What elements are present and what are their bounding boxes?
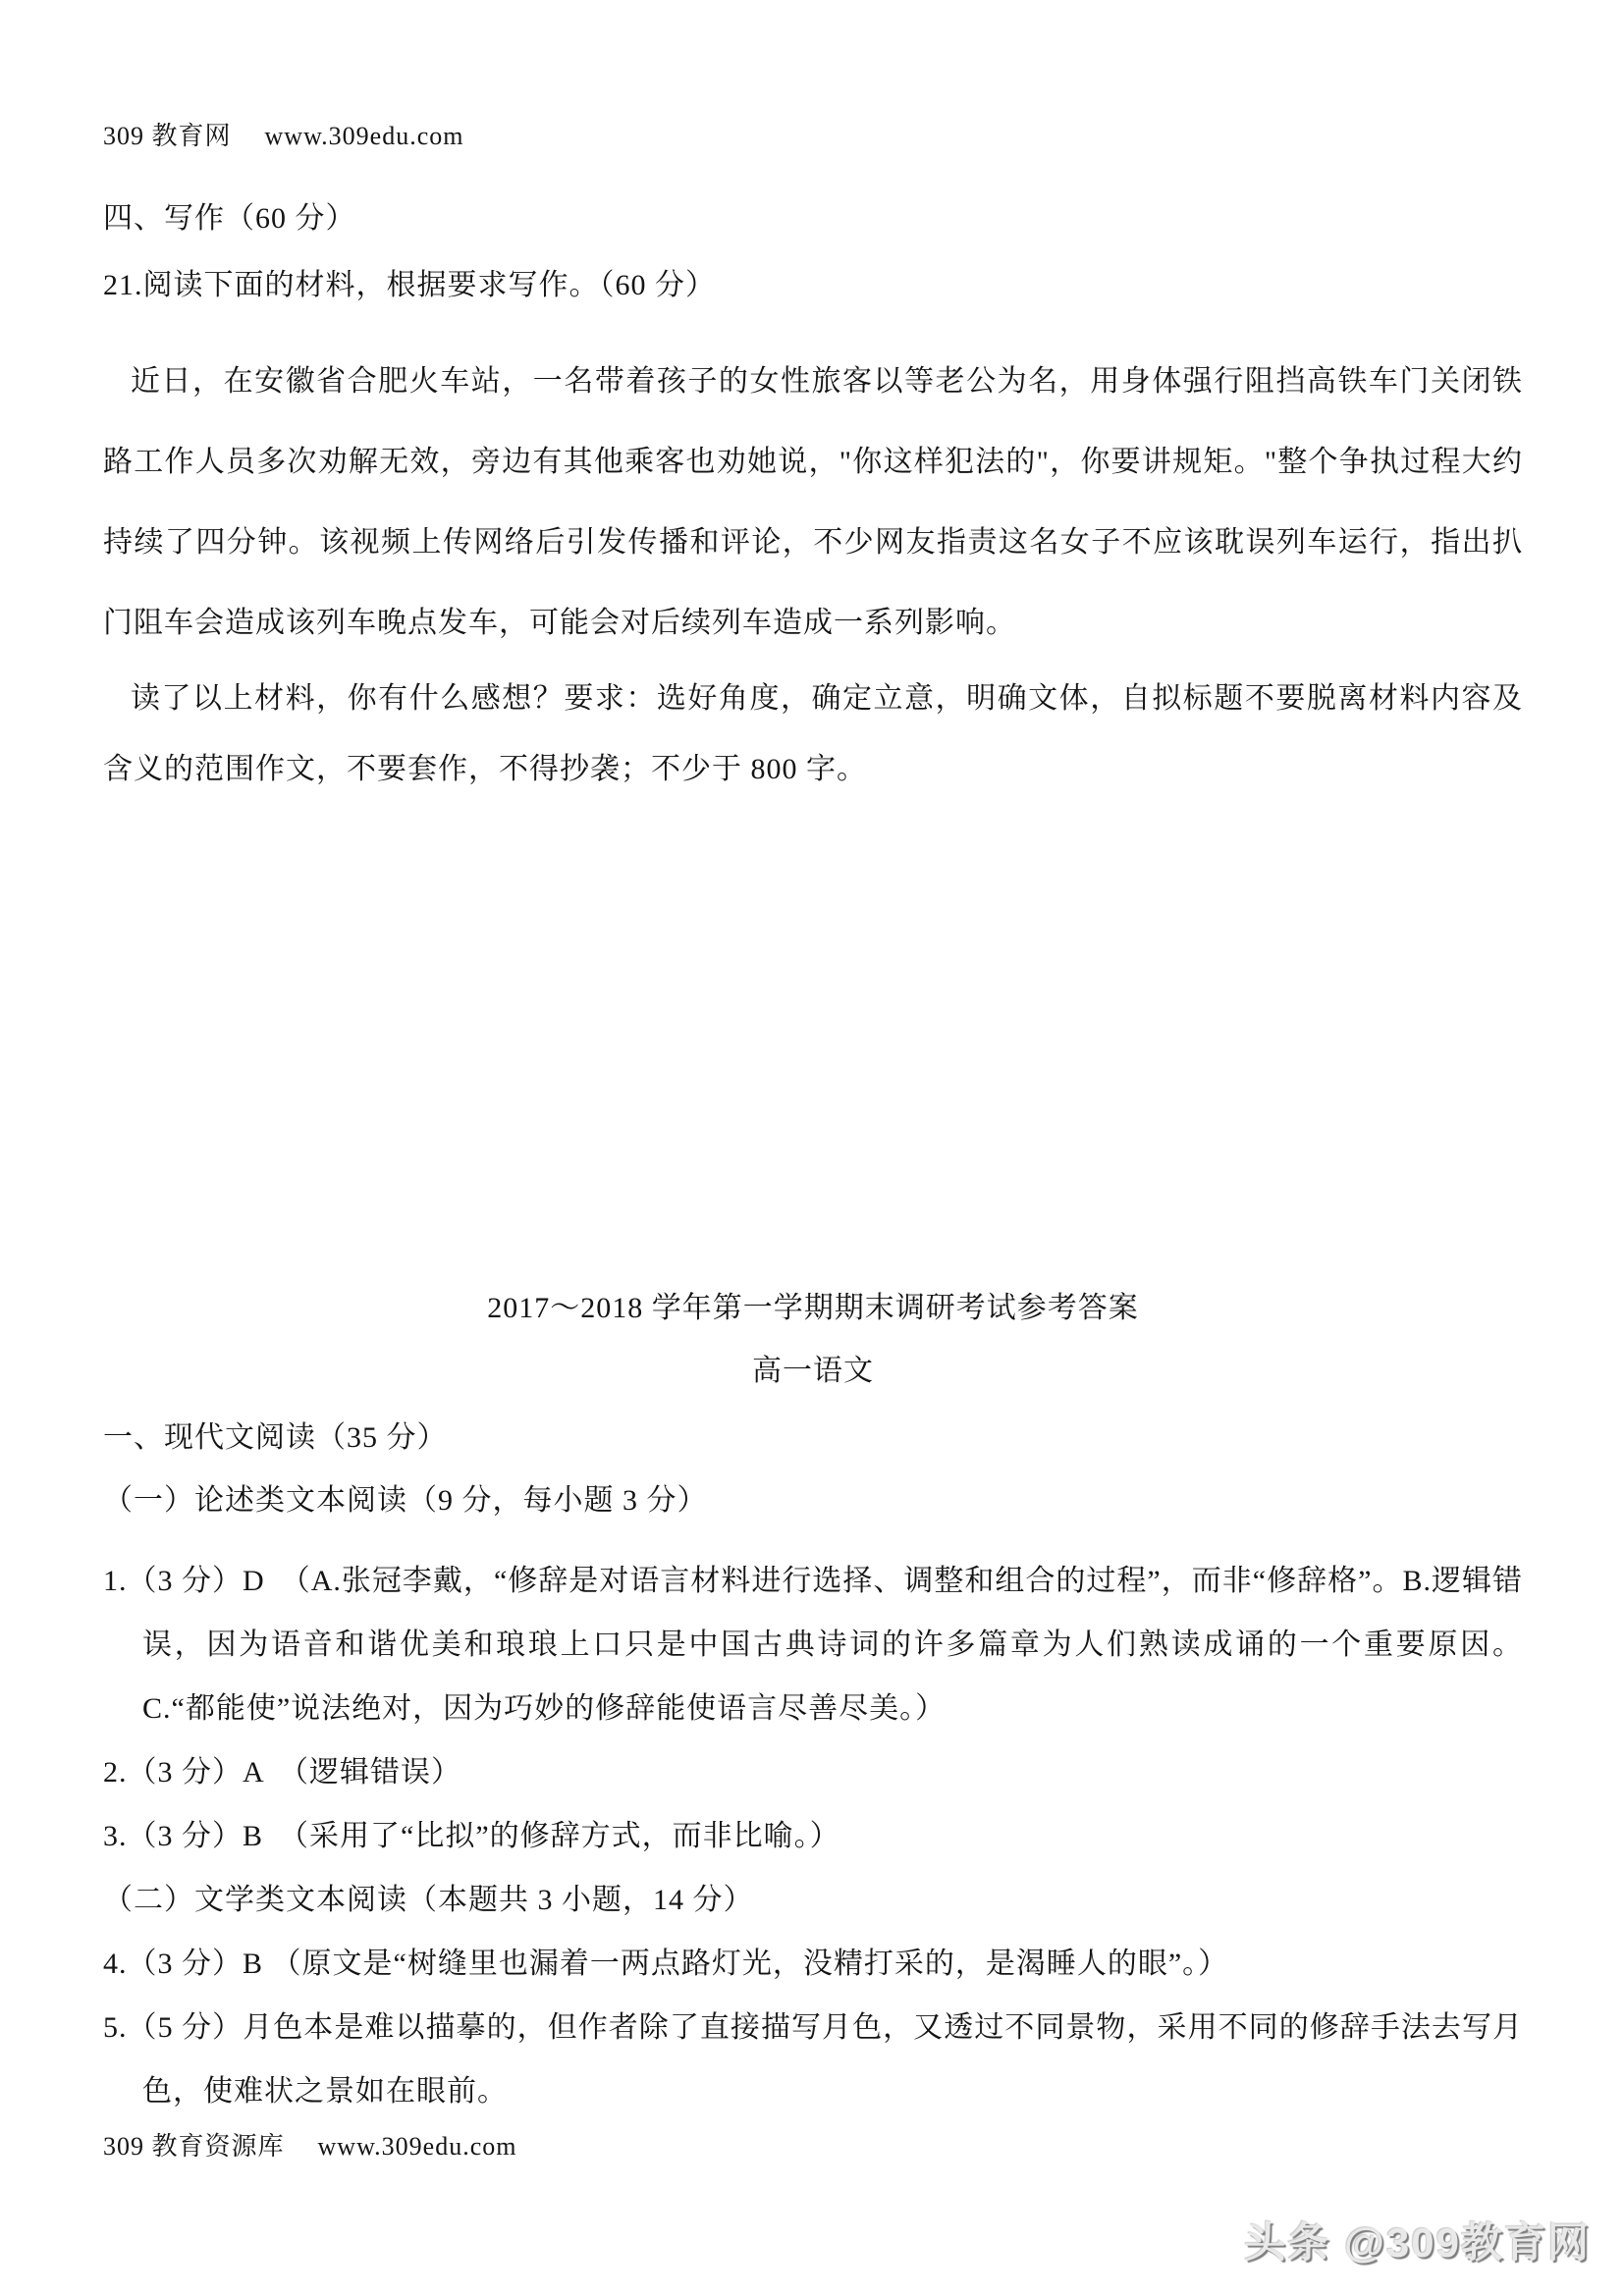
answer-key-title: 2017～2018 学年第一学期期末调研考试参考答案 [487, 1292, 1139, 1324]
writing-requirements-paragraph: 读了以上材料，你有什么感想？要求：选好角度，确定立意，明确文体，自拟标题不要脱离材料内容及含义的范围作文，不要套作，不得抄袭；不少于 800 字。 [103, 682, 1523, 785]
part2-heading: （二）文学类文本阅读（本题共 3 小题，14 分） [103, 1884, 754, 1916]
answer-list [103, 1549, 1523, 2123]
answer-item-2: 2.（3 分）A （逻辑错误） [103, 1756, 462, 1789]
page-footer [103, 2126, 516, 2163]
answer-item-4: 4.（3 分）B （原文是“树缝里也漏着一两点路灯光，没精打采的，是渴睡人的眼”。） [103, 1948, 1229, 1980]
header-site-name: 309 教育网 [103, 122, 232, 150]
answer-item-3: 3.（3 分）B （采用了“比拟”的修辞方式，而非比喻。） [103, 1820, 840, 1852]
toutiao-watermark: 头条 @309教育网 [1244, 2219, 1591, 2266]
writing-material-paragraph: 近日，在安徽省合肥火车站，一名带着孩子的女性旅客以等老公为名，用身体强行阻挡高铁车门关闭铁路工作人员多次劝解无效，旁边有其他乘客也劝她说，"你这样犯法的"，你要讲规矩。"整个争执过程大约持续了四分钟。该视频上传网络后引发传播和评论，不少网友指责这名女子不应该耽误列车运行，指出扒门阻车会造成该列车晚点发车，可能会对后续列车造成一系列影响。 [103, 365, 1523, 639]
footer-site-name: 309 教育资源库 [103, 2132, 285, 2161]
writing-section-title: 四、写作（60 分） [103, 202, 356, 235]
answer-item-5: 5.（5 分）月色本是难以描摹的，但作者除了直接描写月色，又透过不同景物，采用不同的修辞手法去写月色，使难状之景如在眼前。 [103, 2011, 1523, 2108]
part1-heading: （一）论述类文本阅读（9 分，每小题 3 分） [103, 1484, 708, 1517]
section1-heading: 一、现代文阅读（35 分） [103, 1421, 448, 1454]
writing-prompt: 21.阅读下面的材料，根据要求写作。（60 分） [103, 269, 716, 301]
answer-key-subject: 高一语文 [752, 1355, 874, 1387]
page-header [103, 116, 463, 152]
header-site-url: www.309edu.com [264, 122, 464, 150]
answer-item-1: 1.（3 分）D （A.张冠李戴，“修辞是对语言材料进行选择、调整和组合的过程”，而非“修辞格”。B.逻辑错误，因为语音和谐优美和琅琅上口只是中国古典诗词的许多篇章为人们熟读成诵的一个重要原因。C.“都能使”说法绝对，因为巧妙的修辞能使语言尽善尽美。） [103, 1565, 1523, 1725]
footer-site-url: www.309edu.com [317, 2132, 517, 2161]
